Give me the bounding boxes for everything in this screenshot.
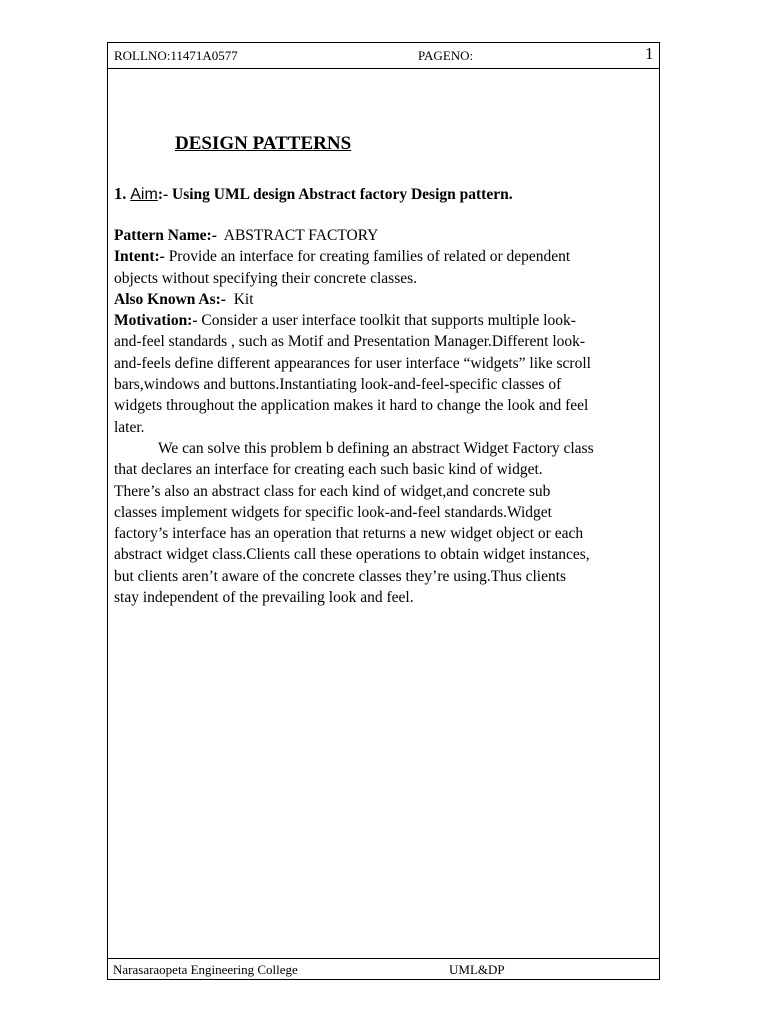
footer-college: Narasaraopeta Engineering College <box>113 962 298 977</box>
paragraph-line: abstract widget class.Clients call these operations to obtain widget instances, <box>114 546 590 564</box>
document-body <box>114 225 659 608</box>
header-pageno-label: PAGENO: <box>418 48 474 63</box>
motivation-text-line: bars,windows and buttons.Instantiating look-and-feel-specific classes of <box>114 376 562 394</box>
motivation-text-line: Consider a user interface toolkit that supports multiple look- <box>197 312 576 330</box>
paragraph-line: There’s also an abstract class for each kind of widget,and concrete sub <box>114 482 551 500</box>
paragraph-line: stay independent of the prevailing look and feel. <box>114 589 414 607</box>
also-known-as-line <box>114 289 659 310</box>
motivation-text-line: and-feel standards , such as Motif and Presentation Manager.Different look- <box>114 333 586 351</box>
pattern-name-value: ABSTRACT FACTORY <box>216 227 379 244</box>
paragraph-line: We can solve this problem b defining an abstract Widget Factory class <box>158 439 594 457</box>
intent-line <box>114 246 659 267</box>
footer-subject: UML&DP <box>449 962 505 977</box>
motivation-text-line: and-feels define different appearances for user interface “widgets” like scroll <box>114 354 591 372</box>
aim-text: Using UML design Abstract factory Design pattern. <box>168 186 513 203</box>
aim-separator: :- <box>157 186 169 203</box>
header-divider <box>108 68 659 69</box>
aim-line <box>114 183 513 206</box>
footer-divider <box>108 958 659 959</box>
paragraph-line: but clients aren’t aware of the concrete classes they’re using.Thus clients <box>114 567 567 585</box>
pattern-name-line <box>114 225 659 246</box>
motivation-label: Motivation:- <box>114 312 198 330</box>
paragraph-line: classes implement widgets for specific look-and-feel standards.Widget <box>114 503 552 521</box>
intent-label: Intent:- <box>114 248 165 266</box>
aim-number: 1. <box>114 184 127 203</box>
motivation-line <box>114 310 659 331</box>
aim-label: Aim <box>130 186 158 203</box>
also-known-as-label: Also Known As:- <box>114 290 226 308</box>
motivation-text-line: later. <box>114 418 145 436</box>
paragraph-line: that declares an interface for creating each such basic kind of widget. <box>114 461 543 479</box>
motivation-text-line: widgets throughout the application makes it hard to change the look and feel <box>114 397 589 415</box>
header-rollno: ROLLNO:11471A0577 <box>114 48 238 63</box>
header-page-number: 1 <box>645 44 654 63</box>
also-known-as-value: Kit <box>225 290 254 308</box>
pattern-name-label: Pattern Name:- <box>114 227 217 244</box>
intent-text-line: objects without specifying their concrete classes. <box>114 269 418 287</box>
intent-text-line: Provide an interface for creating families of related or dependent <box>164 248 571 266</box>
paragraph-line: factory’s interface has an operation that returns a new widget object or each <box>114 525 584 543</box>
page-title: DESIGN PATTERNS <box>175 133 352 154</box>
